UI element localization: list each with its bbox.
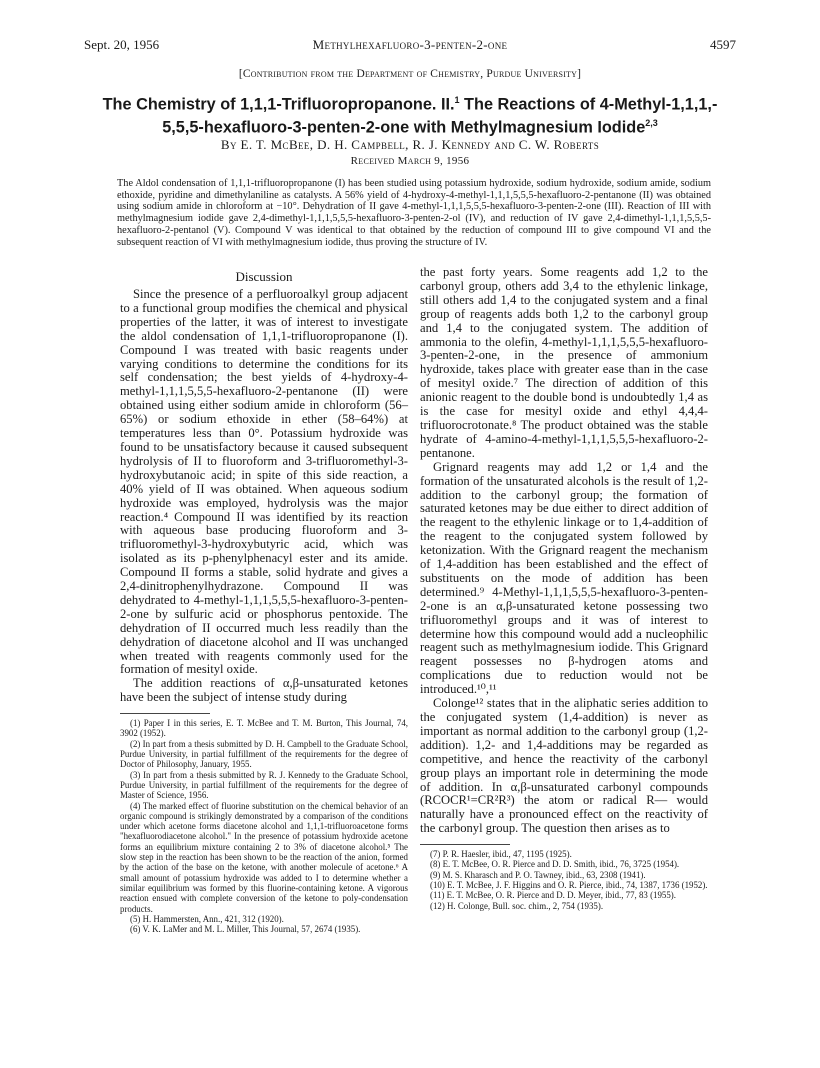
footnote-divider xyxy=(420,844,510,845)
left-footnotes xyxy=(120,718,408,934)
footnote: (4) The marked effect of fluorine substitution on the chemical behavior of an organic compound is strikingly demonstrated by a comparison of the conditions under which acetone forms diacetone alcohol and 1,1,1-trifluoroacetone forms "hexafluorodiacetone alcohol." In the presence of potassium hydroxide acetone forms an equilibrium mixture containing 2 to 3% of diacetone alcohol.⁵ The slow step in the reaction has been shown to be the reaction of the anion, formed by the action of the base on the ketone, with another molecule of acetone.⁶ A small amount of potassium hydroxide was added to I to determine whether a similar equilibrium was formed by this fluorine-containing ketone. A vigorous reaction ensued with complete conversion of the ketone to poly-condensation products. xyxy=(120,800,408,914)
title-line-2 xyxy=(60,114,760,137)
title-line-2-text: 5,5,5-hexafluoro-3-penten-2-one with Methylmagnesium Iodide xyxy=(162,118,646,137)
footnote: (5) H. Hammersten, Ann., 421, 312 (1920). xyxy=(130,913,284,924)
title-footnote-mark-2: 2,3 xyxy=(645,118,658,129)
right-paragraph-2: Grignard reagents may add 1,2 or 1,4 and the formation of the unsaturated alcohols is the result of 1,2-addition to the carbonyl group; the formation of saturated ketones may be due either to direct addition of the reagent to the ethylenic linkage or to 1,4-addition of the reagent to the conjugated system followed by ketonization. With the Grignard reagent the mechanism of 1,4-addition has been established and the effect of substituents on the mode of addition has been determined.⁹ 4-Methyl-1,1,1,5,5,5-hexafluoro-3-penten-2-one is an α,β-unsaturated ketone possessing two trifluoromethyl groups and it was of interest to determine how this compound would add a nucleophilic reagent such as methylmagnesium iodide. This Grignard reagent possesses no β-hydrogen atoms and complications due to reduction would not be introduced.¹⁰,¹¹ xyxy=(420,459,708,697)
left-paragraph-2: The addition reactions of α,β-unsaturated ketones have been the subject of intense study during xyxy=(120,676,408,705)
footnote: (2) In part from a thesis submitted by D. H. Campbell to the Graduate School, Purdue University, in partial fulfillment of the requirements for the degree of Doctor of Philosophy, January, 1955. xyxy=(120,738,408,770)
footnote-divider xyxy=(120,713,210,714)
contribution-note: [Contribution from the Department of Chemistry, Purdue University] xyxy=(238,68,582,80)
running-head xyxy=(84,37,736,53)
title-line-1-part-a: The Chemistry of 1,1,1-Trifluoropropanone. II. xyxy=(102,95,455,114)
footnote: (8) E. T. McBee, O. R. Pierce and D. D. Smith, ibid., 76, 3725 (1954). xyxy=(430,859,680,870)
running-head-title: Methylhexafluoro-3-penten-2-one xyxy=(312,37,508,52)
footnote: (11) E. T. McBee, O. R. Pierce and D. D. Meyer, ibid., 77, 83 (1955). xyxy=(430,890,676,901)
footnote: (12) H. Colonge, Bull. soc. chim., 2, 754 (1935). xyxy=(430,900,604,911)
title-line-1 xyxy=(60,91,760,114)
right-footnotes xyxy=(420,849,708,911)
title-footnote-mark-1: 1 xyxy=(454,95,460,105)
footnote: (1) Paper I in this series, E. T. McBee and T. M. Burton, This Journal, 74, 3902 (1952). xyxy=(120,718,408,739)
received-date: Received March 9, 1956 xyxy=(350,155,470,167)
right-paragraph-3: Colonge¹² states that in the aliphatic series addition to the conjugated system (1,4-addition) is never as important as normal addition to the carbonyl group (1,2-addition). 1,2- and 1,4-additions may be regarded as competitive, and hence the reactivity of the carbonyl group plays an important role in determining the mode of addition. In α,β-unsaturated carbonyl compounds (RCOCR¹=CR²R³) the atom or radical R— would naturally have a pronounced effect on the reactivity of the carbonyl group. The question then arises as to xyxy=(420,696,708,836)
abstract: The Aldol condensation of 1,1,1-trifluoropropanone (I) has been studied using potassium hydroxide, sodium hydroxide, sodium amide, sodium ethoxide, pyridine and dimethylaniline as catalysts. A 56% yield of 4-hydroxy-4-methyl-1,1,1,5,5,5-hexafluoro-2-pentanone (II) was obtained using sodium amide in chloroform at −10°. Dehydration of II gave 4-methyl-1,1,1,5,5,5-hexafluoro-3-penten-2-one (III). Reaction of III with methylmagnesium iodide gave 2,4-dimethyl-1,1,1,5,5,5-hexafluoro-3-penten-2-ol (IV), and reduction of IV gave 2,4-dimethyl-1,1,1,5,5,5-hexafluoro-2-pentanol (V). Compound V was identical to that obtained by the reduction of compound III to give compound VI and the subsequent reaction of VI with methylmagnesium iodide, thus proving the structure of IV. xyxy=(117,178,711,248)
right-column xyxy=(420,266,708,911)
right-paragraph-1: the past forty years. Some reagents add 1,2 to the carbonyl group, others add 3,4 to the ethylenic linkage, still others add 1,4 to the conjugated system and a final group of reagents adds both 1,2 to the carbonyl group and 1,4 to the conjugated system. The addition of ammonia to the olefin, 4-methyl-1,1,1,5,5,5-hexafluoro-3-penten-2-one, in the presence of ammonium hydroxide, takes place with greater ease than in the case of mesityl oxide.⁷ The direction of addition of this anionic reagent to the double bond is undoubtedly 1,4 as is the case for mesityl oxide and ethyl 4,4,4-trifluorocrotonate.⁸ The product obtained was the stable hydrate of 4-amino-4-methyl-1,1,1,5,5,5-hexafluoro-2-pentanone. xyxy=(420,265,708,460)
footnote: (10) E. T. McBee, J. F. Higgins and O. R. Pierce, ibid., 74, 1387, 1736 (1952). xyxy=(430,880,708,891)
authors-line: By E. T. McBee, D. H. Campbell, R. J. Kennedy and C. W. Roberts xyxy=(220,137,600,152)
left-paragraph-1: Since the presence of a perfluoroalkyl group adjacent to a functional group modifies the chemical and physical properties of the latter, it was of interest to investigate the aldol condensation of 1,1,1-trifluoropropanone (I). Compound I was treated with basic reagents under varying conditions to determine the conditions for its self condensation; the best yields of 4-hydroxy-4-methyl-1,1,1,5,5,5-hexafluoro-2-pentanone (II) were obtained using either sodium amide in chloroform (56–65%) or sodium ethoxide in ether (58–64%) at temperatures less than 0°. Potassium hydroxide was found to be unsatisfactory because it caused subsequent hydrolysis of II to fluoroform and 3-trifluoromethyl-3-hydroxybutanoic acid; in spite of this side reaction, a 40% yield of II was obtained. When aqueous sodium hydroxide was employed, hydrolysis was the major reaction.⁴ Compound II was identified by its reaction with aqueous base producing fluoroform and 3-trifluoromethyl-3-hydroxybutyric acid, which was isolated as its p-phenylphenacyl ester and its amide. Compound II forms a stable, solid hydrate and gives a 2,4-dinitrophenylhydrazone. Compound II was dehydrated to 4-methyl-1,1,1,5,5,5-hexafluoro-3-penten-2-one by sulfuric acid or phosphorus pentoxide. The dehydration of II occurred much less readily than the dehydration of diacetone alcohol and II was unchanged when treated with reagents commonly used for the formation of mesityl oxide. xyxy=(120,287,408,677)
footnote: (6) V. K. LaMer and M. L. Miller, This Journal, 57, 2674 (1935). xyxy=(130,924,361,935)
footnote: (7) P. R. Haesler, ibid., 47, 1195 (1925). xyxy=(430,849,572,860)
page-number: 4597 xyxy=(710,37,736,52)
running-head-date: Sept. 20, 1956 xyxy=(84,37,160,52)
title-line-1-part-b: The Reactions of 4-Methyl-1,1,1,- xyxy=(459,95,718,114)
left-column xyxy=(120,266,408,934)
footnote: (3) In part from a thesis submitted by R. J. Kennedy to the Graduate School, Purdue University, in partial fulfillment of the requirements for the degree of Master of Science, 1956. xyxy=(120,769,408,801)
article-title xyxy=(60,91,760,138)
section-heading-discussion: Discussion xyxy=(235,269,293,284)
footnote: (9) M. S. Kharasch and P. O. Tawney, ibid., 63, 2308 (1941). xyxy=(430,869,646,880)
